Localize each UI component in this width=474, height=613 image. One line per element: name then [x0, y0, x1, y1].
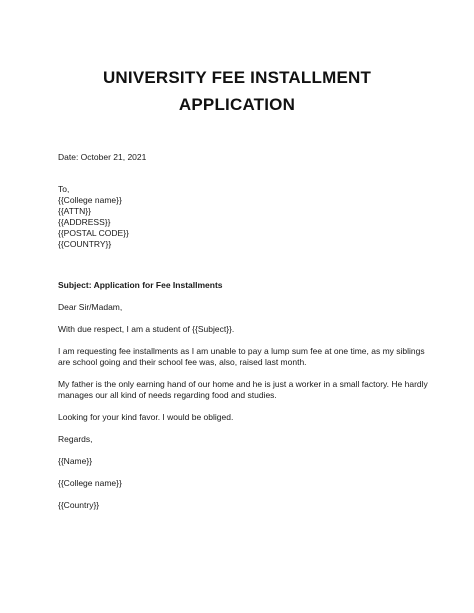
document-title-line-2: APPLICATION	[178, 95, 296, 114]
recipient-attn: {{ATTN}}	[58, 206, 91, 216]
paragraph-intro: With due respect, I am a student of {{Subject}}.	[58, 324, 235, 334]
paragraph-reason: My father is the only earning hand of our home and he is just a worker in a small factory. He hardly manages our all kind of needs regarding food and studies.	[58, 379, 428, 400]
signature-college-name: {{College name}}	[58, 478, 122, 488]
recipient-country: {{COUNTRY}}	[58, 239, 112, 249]
recipient-to: To,	[58, 184, 70, 194]
letter-date: Date: October 21, 2021	[58, 152, 147, 162]
recipient-college-name: {{College name}}	[58, 195, 122, 205]
recipient-postal-code: {{POSTAL CODE}}	[58, 228, 129, 238]
letter-subject: Subject: Application for Fee Installments	[58, 280, 223, 290]
signature-name: {{Name}}	[58, 456, 93, 466]
paragraph-request: I am requesting fee installments as I am unable to pay a lump sum fee at one time, as my siblings are school going and their school fee was, also, raised last month.	[58, 346, 425, 367]
recipient-address: {{ADDRESS}}	[58, 217, 111, 227]
letter-salutation: Dear Sir/Madam,	[58, 302, 123, 312]
letter-closing: Regards,	[58, 434, 93, 444]
paragraph-closing-request: Looking for your kind favor. I would be obliged.	[58, 412, 234, 422]
document-title-line-1: UNIVERSITY FEE INSTALLMENT	[102, 68, 372, 87]
signature-country: {{Country}}	[58, 500, 100, 510]
